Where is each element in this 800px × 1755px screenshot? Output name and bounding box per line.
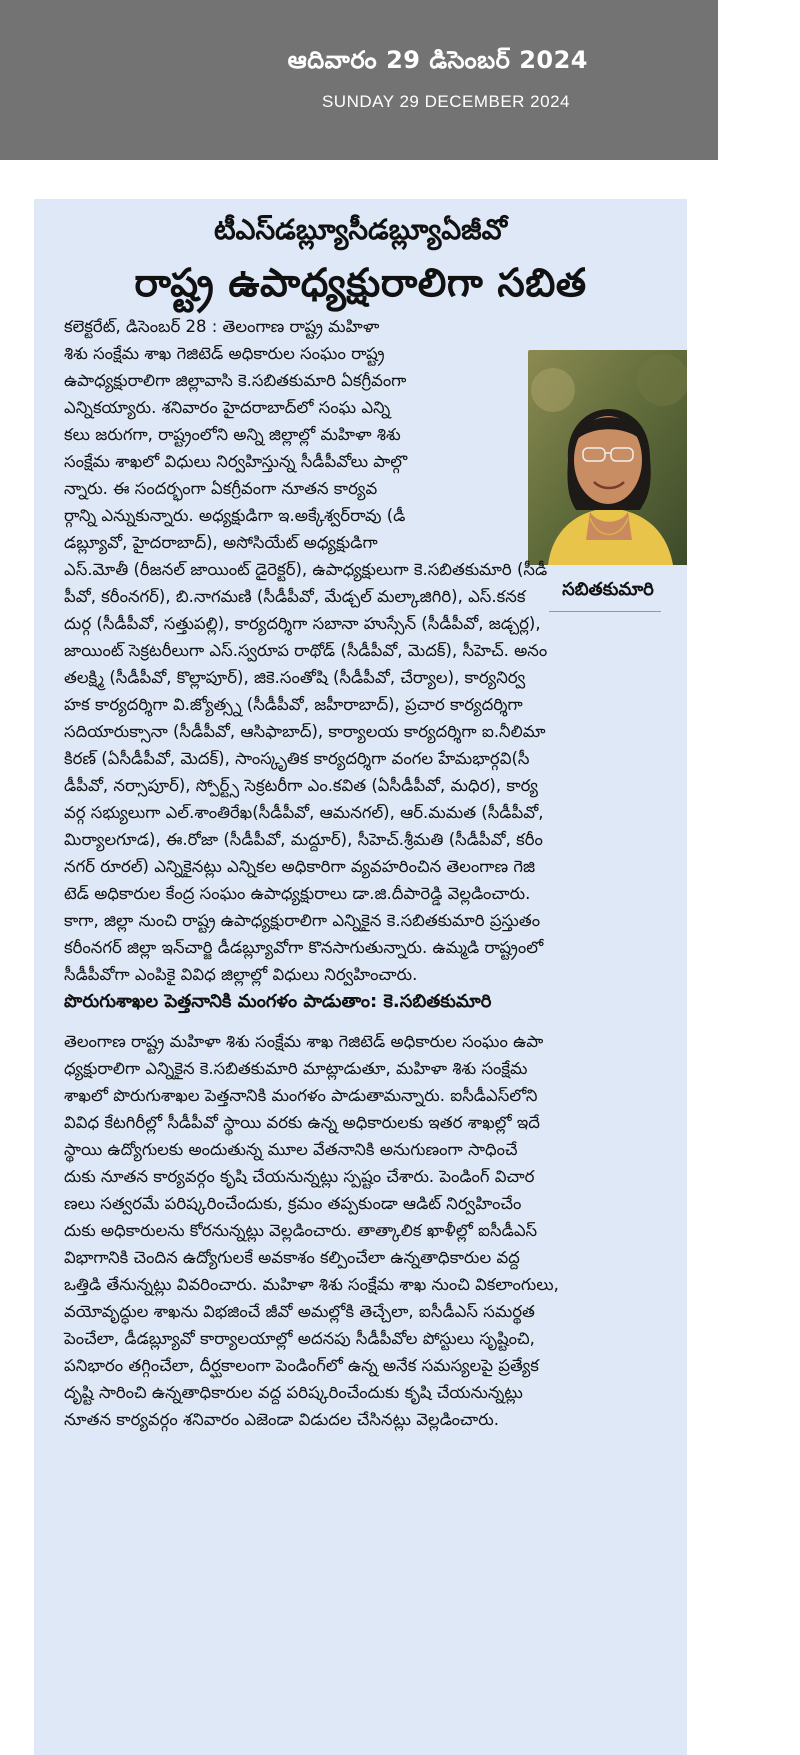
date-english: SUNDAY 29 DECEMBER 2024 (321, 92, 570, 111)
article-subheading: పొరుగుశాఖల పెత్తనానికి మంగళం పాడుతాం: కె.సబితకుమారి (64, 991, 492, 1012)
body-line: హక కార్యదర్శిగా వి.జ్యోత్స్న (సీడీపీవో, జహీరాబాద్), ప్రచార కార్యదర్శిగా (64, 695, 523, 714)
masthead-banner (0, 0, 718, 160)
body-line: ధ్యక్షురాలిగా ఎన్నికైన కె.సబితకుమారి మాట్లాడుతూ, మహిళా శిశు సంక్షేమ (64, 1059, 528, 1078)
body-line: కలు జరుగగా, రాష్ట్రంలోని అన్ని జిల్లాల్లో మహిళా శిశు (64, 425, 401, 444)
article-kicker: టీఎస్‌డబ్ల్యూసీడబ్ల్యూఏజీవో (213, 213, 508, 246)
body-line: వర్గ సభ్యులుగా ఎల్.శాంతిరేఖ(సీడీపీవో, ఆమనగల్), ఆర్.మమత (సీడీపీవో, (64, 803, 544, 822)
body-line: కిరణ్ (ఏసీడీపీవో, మెదక్), సాంస్కృతిక కార్యదర్శిగా వంగల హేమభార్గవి(సీ (64, 749, 530, 768)
body-line: సీడీపీవోగా ఎంపికై వివిధ జిల్లాల్లో విధులు నిర్వహించారు. (64, 965, 418, 984)
news-clipping (34, 199, 687, 1755)
body-line: మిర్యాలగూడ), ఈ.రోజా (సీడీపీవో, మద్దూర్), సీహెచ్.శ్రీమతి (సీడీపీవో, కరీం (64, 830, 543, 849)
body-line: డబ్ల్యూవో, హైదరాబాద్), అసోసియేట్ అధ్యక్షుడిగా (64, 533, 378, 552)
body-line: ఎన్నికయ్యారు. శనివారం హైదరాబాద్‌లో సంఘ ఎన్ని (64, 398, 391, 417)
body-line: ఒత్తిడి తేనున్నట్లు వివరించారు. మహిళా శిశు సంక్షేమ శాఖ నుంచి వికలాంగులు, (64, 1275, 559, 1294)
date-telugu: ఆదివారం 29 డిసెంబర్ 2024 (287, 46, 588, 74)
article-headline: రాష్ట్ర ఉపాధ్యక్షురాలిగా సబిత (134, 261, 587, 306)
body-line: పీవో, కరీంనగర్), బి.నాగమణి (సీడీపీవో, మేడ్చల్ మల్కాజిగిరి), ఎస్.కనక (64, 587, 526, 606)
body-line: సదియారుక్సానా (సీడీపీవో, ఆసిఫాబాద్), కార్యాలయ కార్యదర్శిగా ఐ.నీలిమా (64, 722, 546, 741)
portrait-photo (528, 350, 687, 565)
body-line: కాగా, జిల్లా నుంచి రాష్ట్ర ఉపాధ్యక్షురాలిగా ఎన్నికైన కె.సబితకుమారి ప్రస్తుతం (64, 911, 541, 930)
body-line: ఎస్.మోతీ (రీజనల్ జాయింట్ డైరెక్టర్), ఉపాధ్యక్షులుగా కె.సబితకుమారి (సీడీ (64, 560, 548, 579)
body-line: టెడ్ అధికారుల కేంద్ర సంఘం ఉపాధ్యక్షురాలు డా.జి.దీపారెడ్డి వెల్లడించారు. (64, 884, 531, 903)
body-line: నూతన కార్యవర్గం శనివారం ఎజెండా విడుదల చేసినట్లు వెల్లడించారు. (64, 1410, 499, 1429)
body-line: దృష్టి సారించి ఉన్నతాధికారుల వద్ద పరిష్కరించేందుకు కృషి చేయనున్నట్లు (64, 1383, 523, 1402)
body-line: విభాగానికి చెందిన ఉద్యోగులకే అవకాశం కల్పించేలా ఉన్నతాధికారుల వద్ద (64, 1248, 520, 1267)
body-line: జాయింట్ సెక్రటరీలుగా ఎస్.స్వరూప రాథోడ్ (సీడీపీవో, మెదక్), సీహెచ్. అనం (64, 641, 548, 660)
body-line: కలెక్టరేట్, డిసెంబర్ 28 : తెలంగాణ రాష్ట్ర మహిళా (64, 317, 380, 336)
body-line: స్థాయి ఉద్యోగులకు అందుతున్న మూల వేతనానికి అనుగుణంగా సాధించే (64, 1140, 518, 1159)
body-line: ర్గాన్ని ఎన్నుకున్నారు. అధ్యక్షుడిగా ఇ.అక్కేశ్వర్‌రావు (డీ (64, 506, 406, 525)
body-line: దుకు నూతన కార్యవర్గం కృషి చేయనున్నట్లు స్పష్టం చేశారు. పెండింగ్ విచార (64, 1167, 535, 1186)
body-line: దుర్గ (సీడీపీవో, సత్తుపల్లి), కార్యదర్శిగా సబానా హుస్సేన్ (సీడీపీవో, జడ్చర్ల), (64, 614, 541, 633)
body-line: తలక్ష్మి (సీడీపీవో, కొల్లాపూర్), జికె.సంతోషి (సీడీపీవో, చేర్యాల), కార్యనిర్వ (64, 668, 526, 687)
body-line: తెలంగాణ రాష్ట్ర మహిళా శిశు సంక్షేమ శాఖ గెజిటెడ్ అధికారుల సంఘం ఉపా (64, 1032, 544, 1051)
body-line: సంక్షేమ శాఖలో విధులు నిర్వహిస్తున్న సీడీపీవోలు పాల్గొ (64, 452, 408, 471)
body-line: న్నారు. ఈ సందర్భంగా ఏకగ్రీవంగా నూతన కార్యవ (64, 479, 378, 498)
body-line: శాఖలో పొరుగుశాఖల పెత్తనానికి మంగళం పాడుతామన్నారు. ఐసీడీఎస్‌లోని (64, 1086, 538, 1105)
body-line: ణలు సత్వరమే పరిష్కరించేందుకు, క్రమం తప్పకుండా ఆడిట్ నిర్వహించేం (64, 1194, 522, 1213)
body-line: నగర్ రూరల్) ఎన్నికైనట్లు ఎన్నికల అధికారిగా వ్యవహరించిన తెలంగాణ గెజి (64, 857, 536, 876)
body-line: దుకు అధికారులను కోరనున్నట్లు వెల్లడించారు. తాత్కాలిక ఖాళీల్లో ఐసీడీఎస్ (64, 1221, 538, 1240)
body-line: కరీంనగర్ జిల్లా ఇన్‌చార్జి డీడబ్ల్యూవోగా కొనసాగుతున్నారు. ఉమ్మడి రాష్ట్రంలో (64, 938, 544, 957)
photo-caption: సబితకుమారి (562, 579, 654, 600)
body-line: డీపీవో, నర్సాపూర్), స్పోర్ట్స్ సెక్రటరీగా ఎం.కవిత (ఏసీడీపీవో, మధిర), కార్య (64, 776, 538, 795)
body-line: ఉపాధ్యక్షురాలిగా జిల్లావాసి కె.సబితకుమారి ఏకగ్రీవంగా (64, 371, 407, 390)
body-line: పనిభారం తగ్గించేలా, దీర్ఘకాలంగా పెండింగ్‌లో ఉన్న అనేక సమస్యలపై ప్రత్యేక (64, 1356, 539, 1375)
body-line: పెంచేలా, డీడబ్ల్యూవో కార్యాలయాల్లో అదనపు సీడీపీవోల పోస్టులు సృష్టించి, (64, 1329, 535, 1348)
body-line: వయోవృద్ధుల శాఖను విభజించే జీవో అమల్లోకి తెచ్చేలా, ఐసీడీఎస్ సమర్థత (64, 1302, 535, 1321)
body-line: శిశు సంక్షేమ శాఖ గెజిటెడ్ అధికారుల సంఘం రాష్ట్ర (64, 344, 385, 363)
caption-rule (549, 611, 661, 612)
body-line: వివిధ కేటగిరీల్లో సీడీపీవో స్థాయి వరకు ఉన్న అధికారులకు ఇతర శాఖల్లో ఇదే (64, 1113, 540, 1132)
portrait-image (528, 350, 687, 565)
